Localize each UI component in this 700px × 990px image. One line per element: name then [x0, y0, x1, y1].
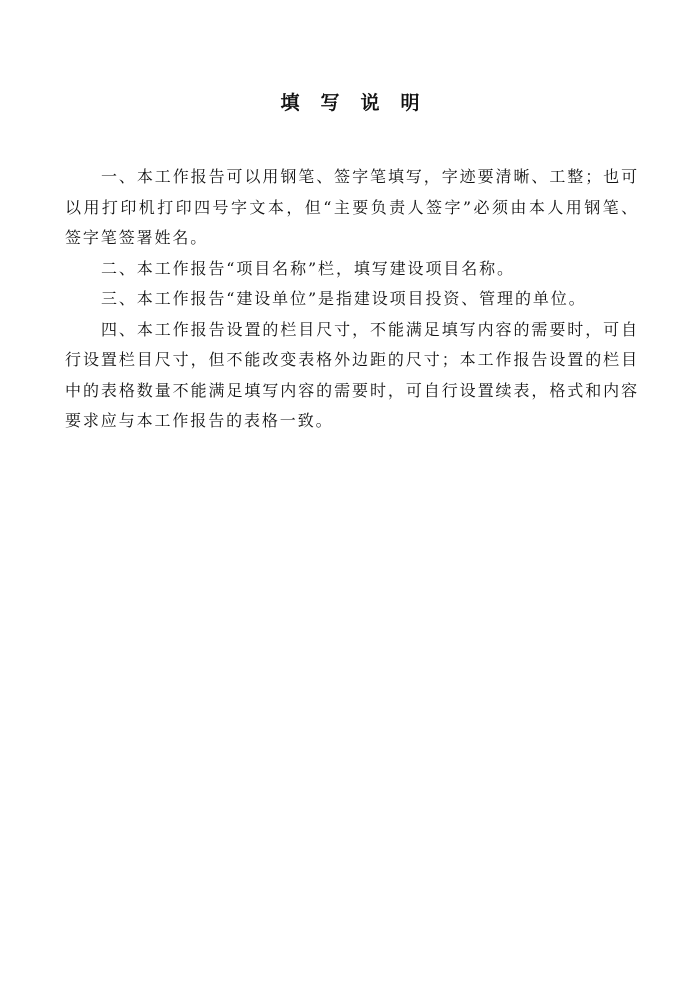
instruction-paragraph-3: 三、本工作报告“建设单位”是指建设项目投资、管理的单位。: [101, 289, 587, 308]
page-title: 填写说明: [280, 92, 441, 114]
instruction-paragraph-4: 四、本工作报告设置的栏目尺寸，不能满足填写内容的需要时，可自行设置栏目尺寸，但不能改变表格外边距的尺寸；本工作报告设置的栏目中的表格数量不能满足填写内容的需要时，可自行设置续表，格式和内容要求应与本工作报告的表格一致。: [65, 319, 639, 430]
instruction-paragraph-1: 一、本工作报告可以用钢笔、签字笔填写，字迹要清晰、工整；也可以用打印机打印四号字文本，但“主要负责人签字”必须由本人用钢笔、签字笔签署姓名。: [65, 167, 639, 247]
instruction-paragraph-2: 二、本工作报告“项目名称”栏，填写建设项目名称。: [101, 258, 515, 278]
instructions-body: [65, 162, 639, 437]
